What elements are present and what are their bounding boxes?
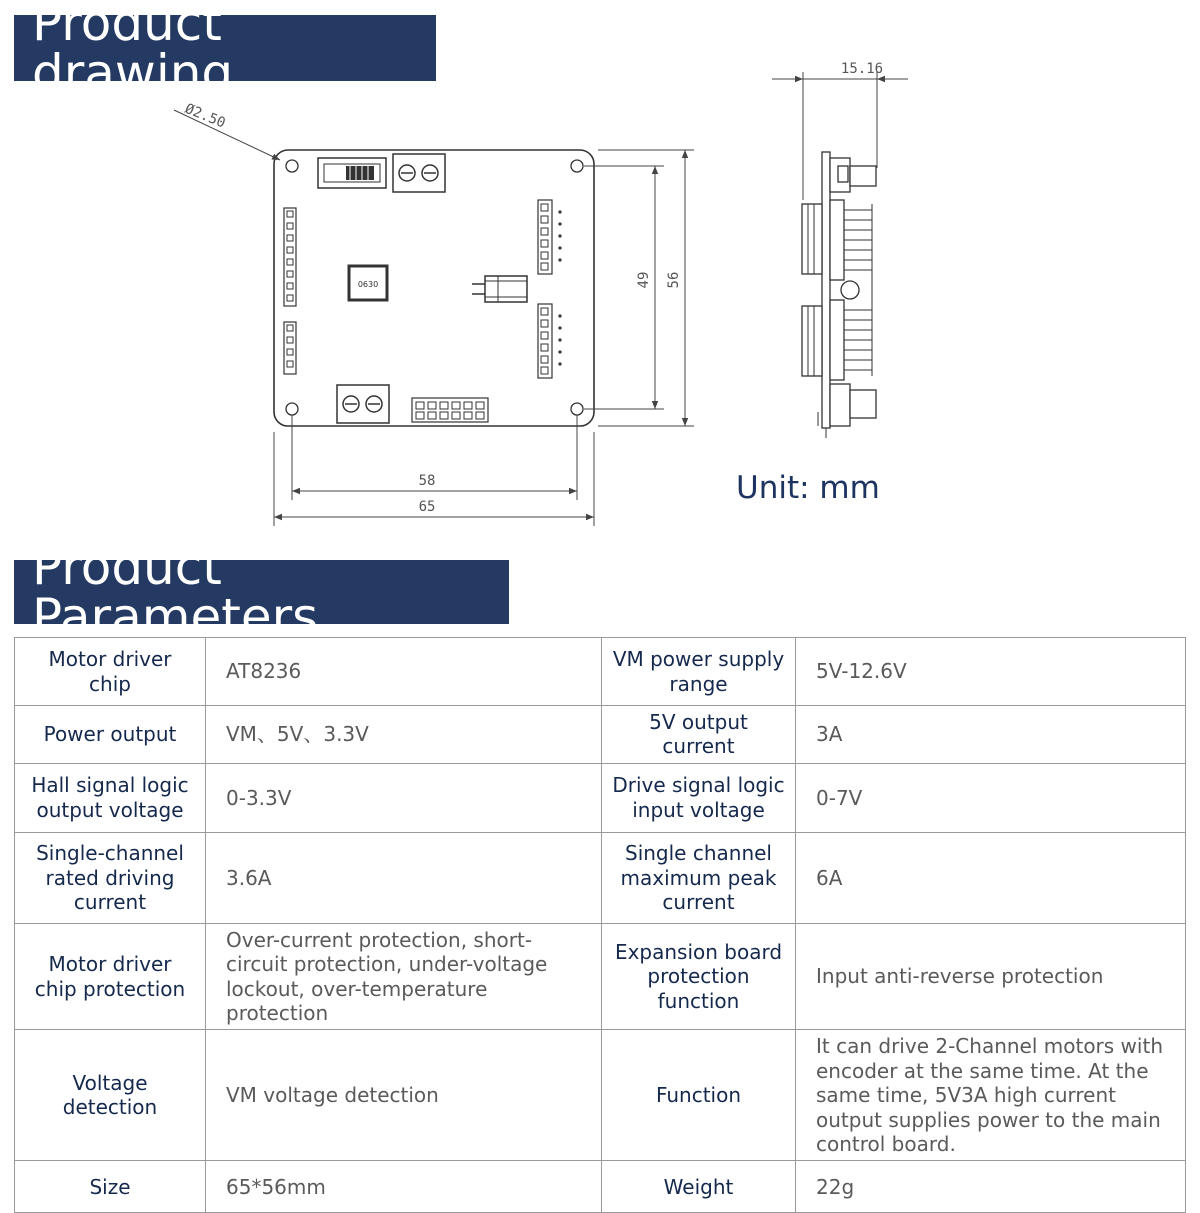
unit-label: Unit: mm (736, 470, 880, 506)
param-value: It can drive 2-Channel motors with encoder at the same time. At the same time, 5V3A high current output supplies power to the main control board. (796, 1030, 1186, 1161)
inductor (349, 266, 387, 300)
table-row (15, 1030, 1186, 1161)
dim-width-outer-label: 65 (418, 499, 436, 515)
param-label: Drive signal logic input voltage (602, 763, 796, 832)
param-value: VM voltage detection (206, 1030, 602, 1161)
table-row (15, 1161, 1186, 1213)
table-row (15, 923, 1186, 1030)
param-value: 0-7V (796, 763, 1186, 832)
param-label: Expansion board protection function (602, 923, 796, 1030)
dim-side-label: 15.16 (840, 61, 884, 77)
param-label: Motor driver chip protection (15, 923, 206, 1030)
param-label: Voltage detection (15, 1030, 206, 1161)
param-value: 6A (796, 832, 1186, 923)
param-label: Size (15, 1161, 206, 1213)
param-label: 5V output current (602, 706, 796, 764)
param-value: 0-3.3V (206, 763, 602, 832)
param-label: Motor driver chip (15, 638, 206, 706)
table-row (15, 832, 1186, 923)
param-label: Hall signal logic output voltage (15, 763, 206, 832)
section-title-product-parameters (14, 538, 509, 646)
table-row (15, 763, 1186, 832)
table-row (15, 706, 1186, 764)
param-value: 3A (796, 706, 1186, 764)
left-pin-header-lower (284, 322, 296, 374)
parameters-table (14, 637, 1186, 1213)
param-label: Single channel maximum peak current (602, 832, 796, 923)
section-title-text: Product Parameters (32, 538, 319, 646)
power-switch (318, 158, 386, 188)
param-value: 5V-12.6V (796, 638, 1186, 706)
inductor-marking: 0630 (357, 280, 379, 289)
dim-width-inner-label: 58 (418, 473, 436, 489)
terminal-block-bottom (337, 385, 389, 423)
param-value: 65*56mm (206, 1161, 602, 1213)
param-value: Input anti-reverse protection (796, 923, 1186, 1030)
param-value: AT8236 (206, 638, 602, 706)
param-label: Function (602, 1030, 796, 1161)
side-view (802, 152, 876, 428)
param-value: VM、5V、3.3V (206, 706, 602, 764)
table-row (15, 638, 1186, 706)
param-value: Over-current protection, short-circuit protection, under-voltage lockout, over-temperature protection (206, 923, 602, 1030)
param-label: Single-channel rated driving current (15, 832, 206, 923)
hole-diameter-label: Ø2.50 (182, 100, 228, 132)
terminal-block-top (393, 154, 445, 192)
param-label: Weight (602, 1161, 796, 1213)
dim-height-inner-label: 49 (636, 271, 652, 289)
param-value: 3.6A (206, 832, 602, 923)
left-pin-header-upper (284, 208, 296, 306)
dim-height-outer-label: 56 (666, 271, 682, 289)
param-value: 22g (796, 1161, 1186, 1213)
param-label: Power output (15, 706, 206, 764)
section-title-text: Product drawing (32, 0, 234, 102)
param-label: VM power supply range (602, 638, 796, 706)
bottom-pin-header (412, 398, 488, 422)
product-drawing (0, 0, 1200, 540)
